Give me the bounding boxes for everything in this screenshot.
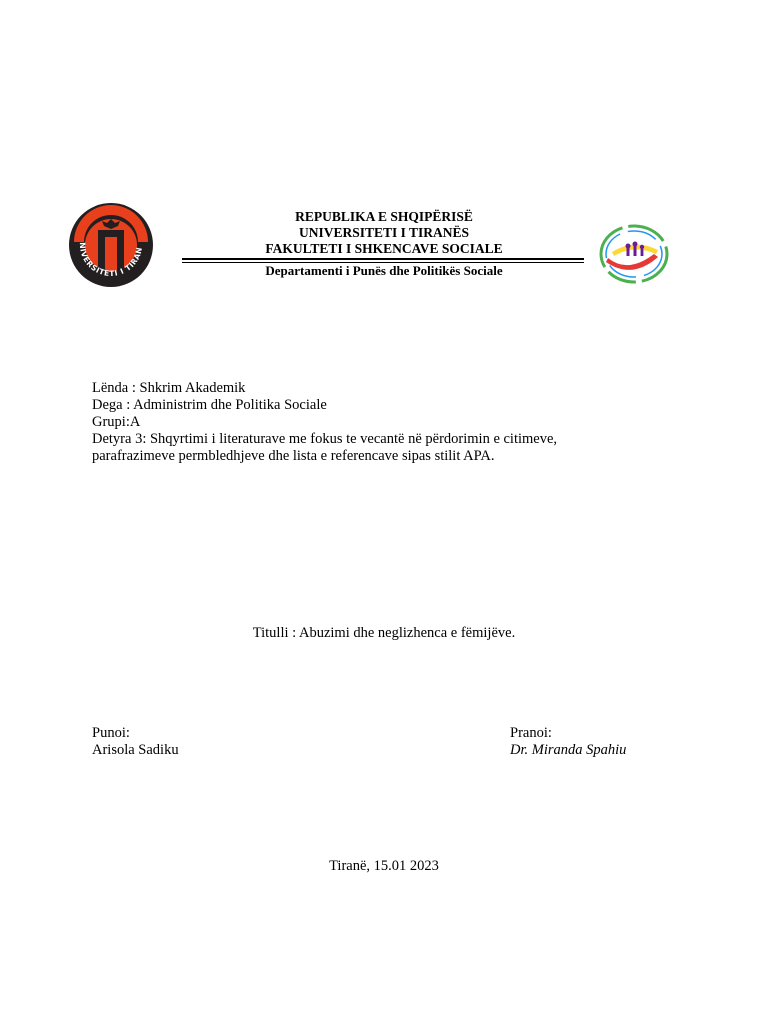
header-divider-thick xyxy=(182,258,584,260)
assignment-line-2: parafrazimeve permbledhjeve dhe lista e referencave sipas stilit APA. xyxy=(92,448,495,464)
reviewer-name: Dr. Miranda Spahiu xyxy=(510,742,627,758)
department-logo-icon xyxy=(598,224,670,284)
university-heading: UNIVERSITETI I TIRANËS xyxy=(298,225,470,240)
faculty-heading: FAKULTETI I SHKENCAVE SOCIALE xyxy=(265,241,503,256)
place-date: Tiranë, 15.01 2023 xyxy=(329,858,439,874)
university-logo-icon xyxy=(68,202,154,288)
program-line: Dega : Administrim dhe Politika Sociale xyxy=(92,397,327,413)
document-title: Titulli : Abuzimi dhe neglizhenca e fëmijëve. xyxy=(252,625,516,641)
author-name: Arisola Sadiku xyxy=(92,742,179,758)
republic-heading: REPUBLIKA E SHQIPËRISË xyxy=(295,209,473,224)
department-heading: Departamenti i Punës dhe Politikës Sociale xyxy=(265,263,503,278)
svg-text:UNIVERSITETI I TIRANËS: NIVERSITETI I TIRAN xyxy=(77,242,145,279)
reviewer-label: Pranoi: xyxy=(510,725,552,741)
author-label: Punoi: xyxy=(92,725,130,741)
assignment-line-1: Detyra 3: Shqyrtimi i literaturave me fokus te vecantë në përdorimin e citimeve, xyxy=(92,431,558,447)
group-line: Grupi:A xyxy=(92,414,141,430)
course-line: Lënda : Shkrim Akademik xyxy=(92,380,246,396)
